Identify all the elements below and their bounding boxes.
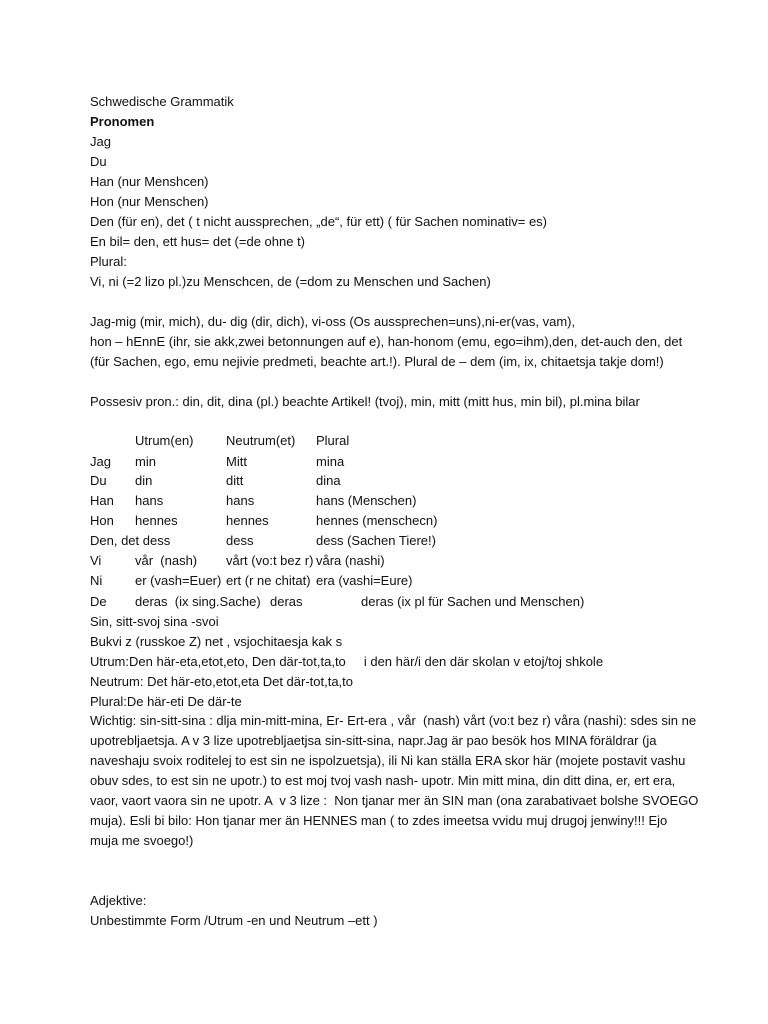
- paragraph-line: Wichtig: sin-sitt-sina : dlja min-mitt-mina, Er- Ert-era , vår (nash) vårt (vo:t bez r) våra (nashi): sdes sin ne: [90, 713, 697, 728]
- text-line: Du: [90, 154, 107, 169]
- table-cell: Hon: [90, 513, 114, 528]
- table-cell: Mitt: [226, 454, 247, 469]
- text-line: En bil= den, ett hus= det (=de ohne t): [90, 234, 306, 249]
- text-line: Sin, sitt-svoj sina -svoi: [90, 614, 219, 629]
- table-cell: Ni: [90, 573, 103, 588]
- text-line: Neutrum: Det här-eto,etot,eta Det där-tot,ta,to: [90, 674, 354, 689]
- table-cell: ert (r ne chitat): [226, 573, 311, 588]
- paragraph-line: hon – hEnnE (ihr, sie akk,zwei betonnungen auf e), han-honom (emu, ego=ihm),den, det-auch den, det: [90, 334, 683, 349]
- table-cell: deras (ix pl für Sachen und Menschen): [361, 594, 585, 609]
- table-cell: Den, det dess: [90, 533, 171, 548]
- table-cell: hans: [226, 493, 255, 508]
- table-cell: mina: [316, 454, 345, 469]
- table-cell: min: [135, 454, 156, 469]
- table-cell: din: [135, 473, 153, 488]
- paragraph-line: obuv sdes, to est sin ne upotr.) to est moj tvoj vash nash- upotr. Min mitt mina, din ditt dina, er, ert era,: [90, 773, 676, 788]
- table-cell: De: [90, 594, 107, 609]
- adjektive-heading: Adjektive:: [90, 893, 147, 908]
- table-header-plural: Plural: [316, 433, 350, 448]
- table-cell: deras (ix sing.Sache): [135, 594, 261, 609]
- section-heading-pronomen: Pronomen: [90, 114, 155, 129]
- text-line: Plural:: [90, 254, 127, 269]
- table-cell: deras: [270, 594, 303, 609]
- table-header-utrum: Utrum(en): [135, 433, 194, 448]
- paragraph-line: muja). Esli bi bilo: Hon tjanar mer än HENNES man ( to zdes imeetsa vvidu muj drugoj jenwiny!!! Ejo: [90, 813, 668, 828]
- paragraph-line: muja me svoego!): [90, 833, 194, 848]
- paragraph-line: naveshaju svoix roditelej to est sin ne ispolzuetsja), ili Ni kan ställa ERA skor här (mojete postavit vashu: [90, 753, 686, 768]
- table-cell: Jag: [90, 454, 111, 469]
- table-cell: hans (Menschen): [316, 493, 417, 508]
- paragraph-line: Jag-mig (mir, mich), du- dig (dir, dich), vi-oss (Os aussprechen=uns),ni-er(vas, vam),: [90, 314, 576, 329]
- table-cell: hans: [135, 493, 164, 508]
- table-cell: hennes: [135, 513, 178, 528]
- text-line: Hon (nur Menschen): [90, 194, 209, 209]
- table-cell: Han: [90, 493, 114, 508]
- text-line: Den (für en), det ( t nicht aussprechen, „de“, für ett) ( für Sachen nominativ= es): [90, 214, 548, 229]
- table-cell: dina: [316, 473, 341, 488]
- table-cell: Du: [90, 473, 107, 488]
- table-cell: vår (nash): [135, 553, 198, 568]
- table-cell: vårt (vo:t bez r): [226, 553, 314, 568]
- table-header-neutrum: Neutrum(et): [226, 433, 296, 448]
- text-line: Vi, ni (=2 lizo pl.)zu Menschcen, de (=dom zu Menschen und Sachen): [90, 274, 491, 289]
- possessive-line: Possesiv pron.: din, dit, dina (pl.) beachte Artikel! (tvoj), min, mitt (mitt hus, min bil), pl.mina bilar: [90, 394, 640, 409]
- adjektive-line: Unbestimmte Form /Utrum -en und Neutrum –ett ): [90, 913, 378, 928]
- paragraph-line: vaor, vaort vaora sin ne upotr. A v 3 lize : Non tjanar mer än SIN man (ona zarabativaet bolshe SVOEGO: [90, 793, 699, 808]
- text-line: Plural:De här-eti De där-te: [90, 694, 242, 709]
- table-cell: Vi: [90, 553, 102, 568]
- table-cell: er (vash=Euer): [135, 573, 222, 588]
- paragraph-line: (für Sachen, ego, emu nejivie predmeti, beachte art.!). Plural de – dem (im, ix, chitaetsja takje dom!): [90, 354, 664, 369]
- text-line: Jag: [90, 134, 111, 149]
- table-cell: hennes (menschecn): [316, 513, 438, 528]
- text-line: Han (nur Menshcen): [90, 174, 209, 189]
- text-line: Utrum:Den här-eta,etot,eto, Den där-tot,ta,to i den här/i den där skolan v etoj/toj shkole: [90, 654, 604, 669]
- text-line: Bukvi z (russkoe Z) net , vsjochitaesja kak s: [90, 634, 343, 649]
- table-cell: dess: [226, 533, 254, 548]
- table-cell: era (vashi=Eure): [316, 573, 413, 588]
- table-cell: våra (nashi): [316, 553, 385, 568]
- document-title: Schwedische Grammatik: [90, 94, 234, 109]
- table-cell: hennes: [226, 513, 269, 528]
- table-cell: dess (Sachen Tiere!): [316, 533, 436, 548]
- paragraph-line: upotrebljaetsja. A v 3 lize upotrebljaetjsa sin-sitt-sina, napr.Jag är pao besök hos MINA föräldrar (ja: [90, 733, 657, 748]
- table-cell: ditt: [226, 473, 244, 488]
